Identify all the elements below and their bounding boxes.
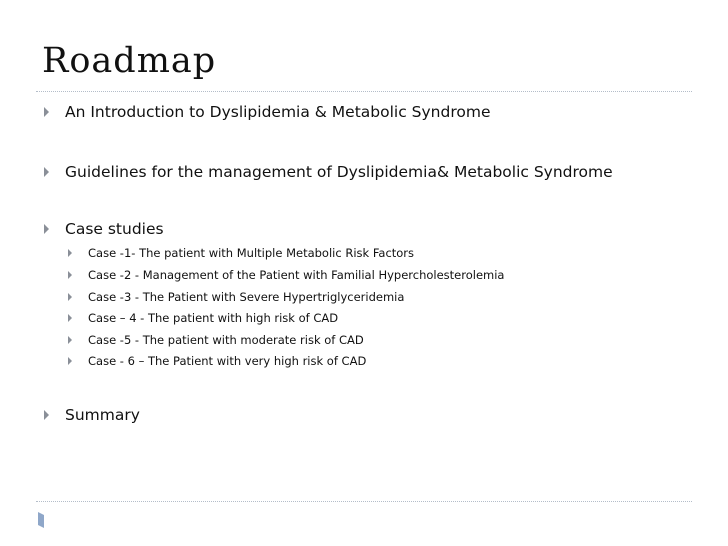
bullet-introduction bbox=[44, 101, 491, 123]
sub-bullet-label: Case -3 - The Patient with Severe Hypertriglyceridemia bbox=[88, 290, 405, 304]
sub-bullet-case-2 bbox=[68, 266, 504, 284]
bullet-label: Summary bbox=[65, 406, 140, 424]
sub-bullet-arrow-icon bbox=[68, 249, 72, 257]
bullet-arrow-icon bbox=[44, 167, 49, 177]
sub-bullet-case-3 bbox=[68, 288, 404, 306]
sub-bullet-label: Case -1- The patient with Multiple Metabolic Risk Factors bbox=[88, 246, 415, 260]
slide-title: Roadmap bbox=[42, 41, 217, 81]
bullet-arrow-icon bbox=[44, 224, 49, 234]
sub-bullet-arrow-icon bbox=[68, 293, 72, 301]
sub-bullet-case-5 bbox=[68, 331, 364, 349]
sub-bullet-case-1 bbox=[68, 244, 414, 262]
sub-bullet-label: Case - 6 – The Patient with very high risk of CAD bbox=[88, 354, 367, 368]
bullet-case-studies bbox=[44, 218, 164, 240]
sub-bullet-arrow-icon bbox=[68, 314, 72, 322]
sub-bullet-arrow-icon bbox=[68, 271, 72, 279]
sub-bullet-label: Case -5 - The patient with moderate risk of CAD bbox=[88, 333, 364, 347]
sub-bullet-case-4 bbox=[68, 309, 338, 327]
sub-bullet-label: Case -2 - Management of the Patient with Familial Hypercholesterolemia bbox=[88, 268, 505, 282]
sub-bullet-arrow-icon bbox=[68, 357, 72, 365]
bullet-label: An Introduction to Dyslipidemia & Metabolic Syndrome bbox=[65, 103, 491, 121]
bullet-arrow-icon bbox=[44, 107, 49, 117]
slide-corner-chevron-icon bbox=[38, 512, 44, 528]
bullet-label: Case studies bbox=[65, 220, 164, 238]
sub-bullet-arrow-icon bbox=[68, 336, 72, 344]
bullet-guidelines bbox=[44, 161, 613, 183]
sub-bullet-label: Case – 4 - The patient with high risk of CAD bbox=[88, 311, 339, 325]
bullet-arrow-icon bbox=[44, 410, 49, 420]
sub-bullet-case-6 bbox=[68, 352, 366, 370]
bullet-summary bbox=[44, 404, 140, 426]
title-divider bbox=[36, 91, 692, 92]
bullet-label: Guidelines for the management of Dyslipidemia& Metabolic Syndrome bbox=[65, 163, 613, 181]
footer-divider bbox=[36, 501, 692, 502]
